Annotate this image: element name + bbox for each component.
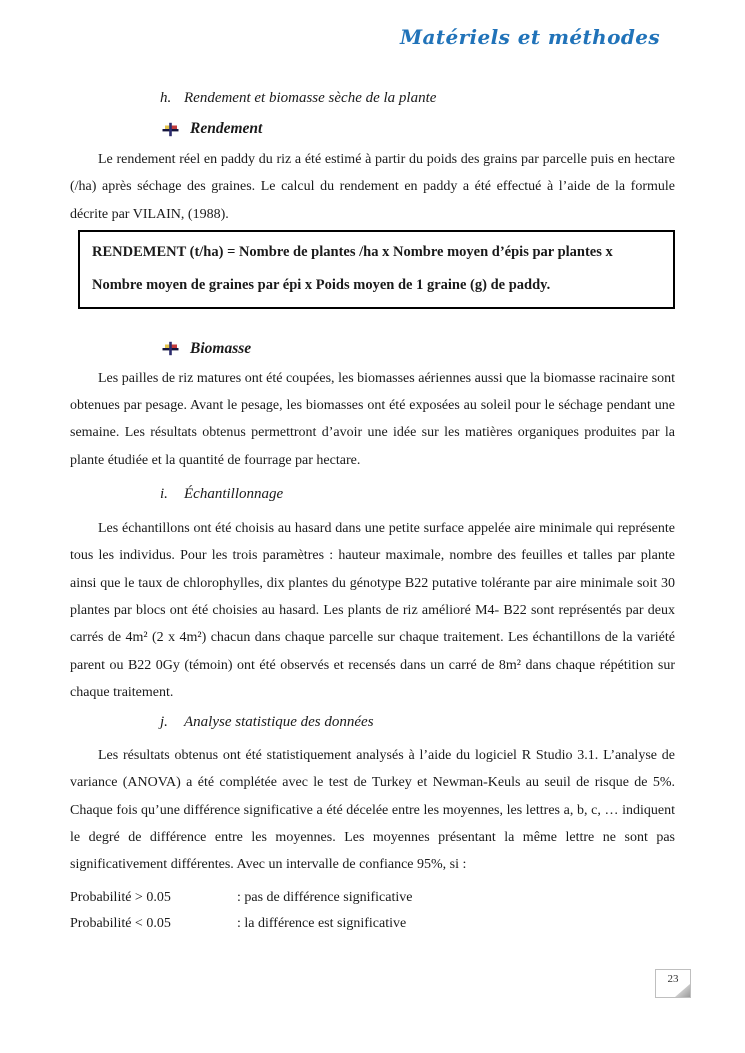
page-number: 23 [667,973,679,985]
probability-row [70,911,675,937]
heading-rendement-et-biomasse [160,88,675,108]
page-number-box [655,969,691,998]
folded-corner-icon [675,984,690,997]
heading-index: h. [160,90,172,106]
formula-box [78,230,675,309]
probability-value: : pas de différence significative [237,889,413,905]
probability-rules [70,885,675,937]
paragraph-biomasse: Les pailles de riz matures ont été coupées, les biomasses aériennes aussi que la biomasse racinaire sont obtenues par pesage. Avant le pesage, les biomasses ont été exposées au soleil pour le séchage pendant une semaine. Les résultats obtenus permettront d’avoir une idée sur les matières organiques produites par la plante étudiée et la quantité de fourrage par hectare. [70,370,675,468]
cross-bullet-icon [162,341,179,356]
page-content [0,88,745,937]
probability-row [70,885,675,911]
heading-analyse-statistique [160,712,675,732]
bullet-biomasse [162,339,675,359]
heading-index: j. [160,714,168,731]
paragraph-rendement: Le rendement réel en paddy du riz a été estimé à partir du poids des grains par parcelle puis en hectare (/ha) après séchage des graines. Le calcul du rendement en paddy a été effectué à l’aide de la formule décrite par VILAIN, (1988). [70,152,675,222]
paragraph-analyse-statistique: Les résultats obtenus ont été statistiquement analysés à l’aide du logiciel R Studio 3.1. L’analyse de variance (ANOVA) a été complétée avec le test de Turkey et Newman-Keuls au seuil de risque de 5%. Chaque fois qu’une différence significative a été décelée entre les moyennes, les lettres a, b, c, … indiquent le degré de différence entre les moyennes. Les moyennes présentant la même lettre ne sont pas significativement différentes. Avec un intervalle de confiance 95%, si : [70,748,675,873]
heading-title: Analyse statistique des données [184,714,374,731]
heading-title: Échantillonnage [184,486,284,503]
heading-index: i. [160,486,168,503]
probability-value: : la différence est significative [237,915,407,931]
running-header: Matériels et méthodes [399,25,660,49]
heading-echantillonnage [160,484,675,504]
probability-label: Probabilité < 0.05 [70,915,171,931]
bullet-rendement [162,119,675,139]
cross-bullet-icon [162,122,179,137]
bullet-label: Biomasse [190,339,252,357]
heading-title: Rendement et biomasse sèche de la plante [184,90,437,106]
formula-line: Nombre moyen de graines par épi x Poids moyen de 1 graine (g) de paddy. [92,276,551,293]
formula-line: RENDEMENT (t/ha) = Nombre de plantes /ha x Nombre moyen d’épis par plantes x [92,243,613,260]
bullet-label: Rendement [190,120,263,137]
paragraph-echantillonnage: Les échantillons ont été choisis au hasard dans une petite surface appelée aire minimale qui représente tous les individus. Pour les trois paramètres : hauteur maximale, nombre des feuilles et talles par plante ainsi que le taux de chlorophylles, dix plantes du génotype B22 putative tolérante par aire minimale soit 30 plantes par blocs ont été choisies au hasard. Les plants de riz amélioré M4- B22 sont représentés par deux carrés de 4m² (2 x 4m²) chacun dans chaque parcelle sur chaque traitement. Les échantillons de la variété parent ou B22 0Gy (témoin) ont été observés et recensés dans un carré de 8m² dans chaque répétition sur chaque traitement. [70,521,675,700]
probability-label: Probabilité > 0.05 [70,889,171,905]
